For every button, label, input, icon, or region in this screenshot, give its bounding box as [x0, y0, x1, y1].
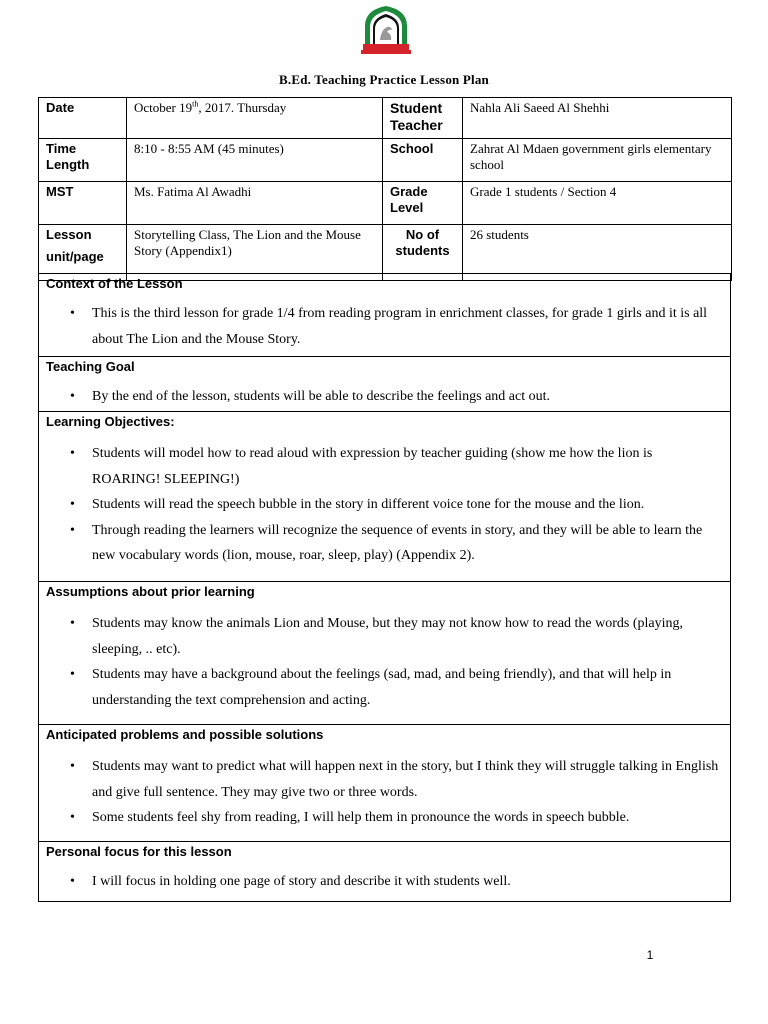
teaching-goal-section [39, 356, 730, 411]
document-title: B.Ed. Teaching Practice Lesson Plan [279, 72, 489, 87]
list-item: • Students may want to predict what will happen next in the story, but I think they will struggle talking in English and give full sentence. They may give two or three words. [46, 754, 722, 805]
section-title: Teaching Goal [46, 359, 135, 374]
list-item: • This is the third lesson for grade 1/4 from reading program in enrichment classes, for grade 1 girls and it is all about The Lion and the Mouse Story. [46, 301, 722, 352]
school-label: School [383, 139, 463, 182]
date-value: October 19th, 2017. Thursday [127, 98, 383, 139]
prior-learning-section [39, 581, 730, 724]
lesson-sections [38, 273, 731, 902]
learning-objectives-section [39, 411, 730, 581]
anticipated-problems-section [39, 724, 730, 841]
mst-label: MST [39, 182, 127, 225]
no-of-students-label: No of students [383, 225, 463, 281]
lesson-unit-value: Storytelling Class, The Lion and the Mouse Story (Appendix1) [127, 225, 383, 281]
list-item: • Some students feel shy from reading, I will help them in pronounce the words in speech bubble. [46, 805, 722, 831]
context-section [39, 273, 730, 356]
personal-focus-section [39, 841, 730, 901]
list-item: • Through reading the learners will recognize the sequence of events in story, and they will be able to learn the new vocabulary words (lion, mouse, roar, sleep, play) (Appendix 2). [46, 518, 722, 569]
lesson-unit-label: Lesson unit/page [39, 225, 127, 281]
student-teacher-value: Nahla Ali Saeed Al Shehhi [463, 98, 732, 139]
section-title: Anticipated problems and possible solutions [46, 727, 324, 742]
list-item: • I will focus in holding one page of story and describe it with students well. [46, 869, 722, 895]
time-length-value: 8:10 - 8:55 AM (45 minutes) [127, 139, 383, 182]
student-teacher-label: Student Teacher [383, 98, 463, 139]
list-item: • By the end of the lesson, students will be able to describe the feelings and act out. [46, 384, 722, 410]
section-title: Learning Objectives: [46, 414, 175, 429]
time-length-label: Time Length [39, 139, 127, 182]
school-value: Zahrat Al Mdaen government girls elementary school [463, 139, 732, 182]
no-of-students-value: 26 students [463, 225, 732, 281]
lesson-info-table [38, 97, 732, 281]
section-title: Assumptions about prior learning [46, 584, 255, 599]
list-item: • Students will model how to read aloud with expression by teacher guiding (show me how the lion is ROARING! SLEEPING!) [46, 441, 722, 492]
list-item: • Students may have a background about the feelings (sad, mad, and being friendly), and that will help in understanding the text comprehension and acting. [46, 662, 722, 713]
list-item: • Students may know the animals Lion and Mouse, but they may not know how to read the words (playing, sleeping, .. etc). [46, 611, 722, 662]
list-item: • Students will read the speech bubble in the story in different voice tone for the mouse and the lion. [46, 492, 722, 518]
university-crest-logo [361, 4, 411, 58]
grade-level-label: Grade Level [383, 182, 463, 225]
section-title: Personal focus for this lesson [46, 844, 232, 859]
page-number: 1 [646, 948, 654, 962]
date-label: Date [39, 98, 127, 139]
section-title: Context of the Lesson [46, 276, 183, 291]
mst-value: Ms. Fatima Al Awadhi [127, 182, 383, 225]
grade-level-value: Grade 1 students / Section 4 [463, 182, 732, 225]
